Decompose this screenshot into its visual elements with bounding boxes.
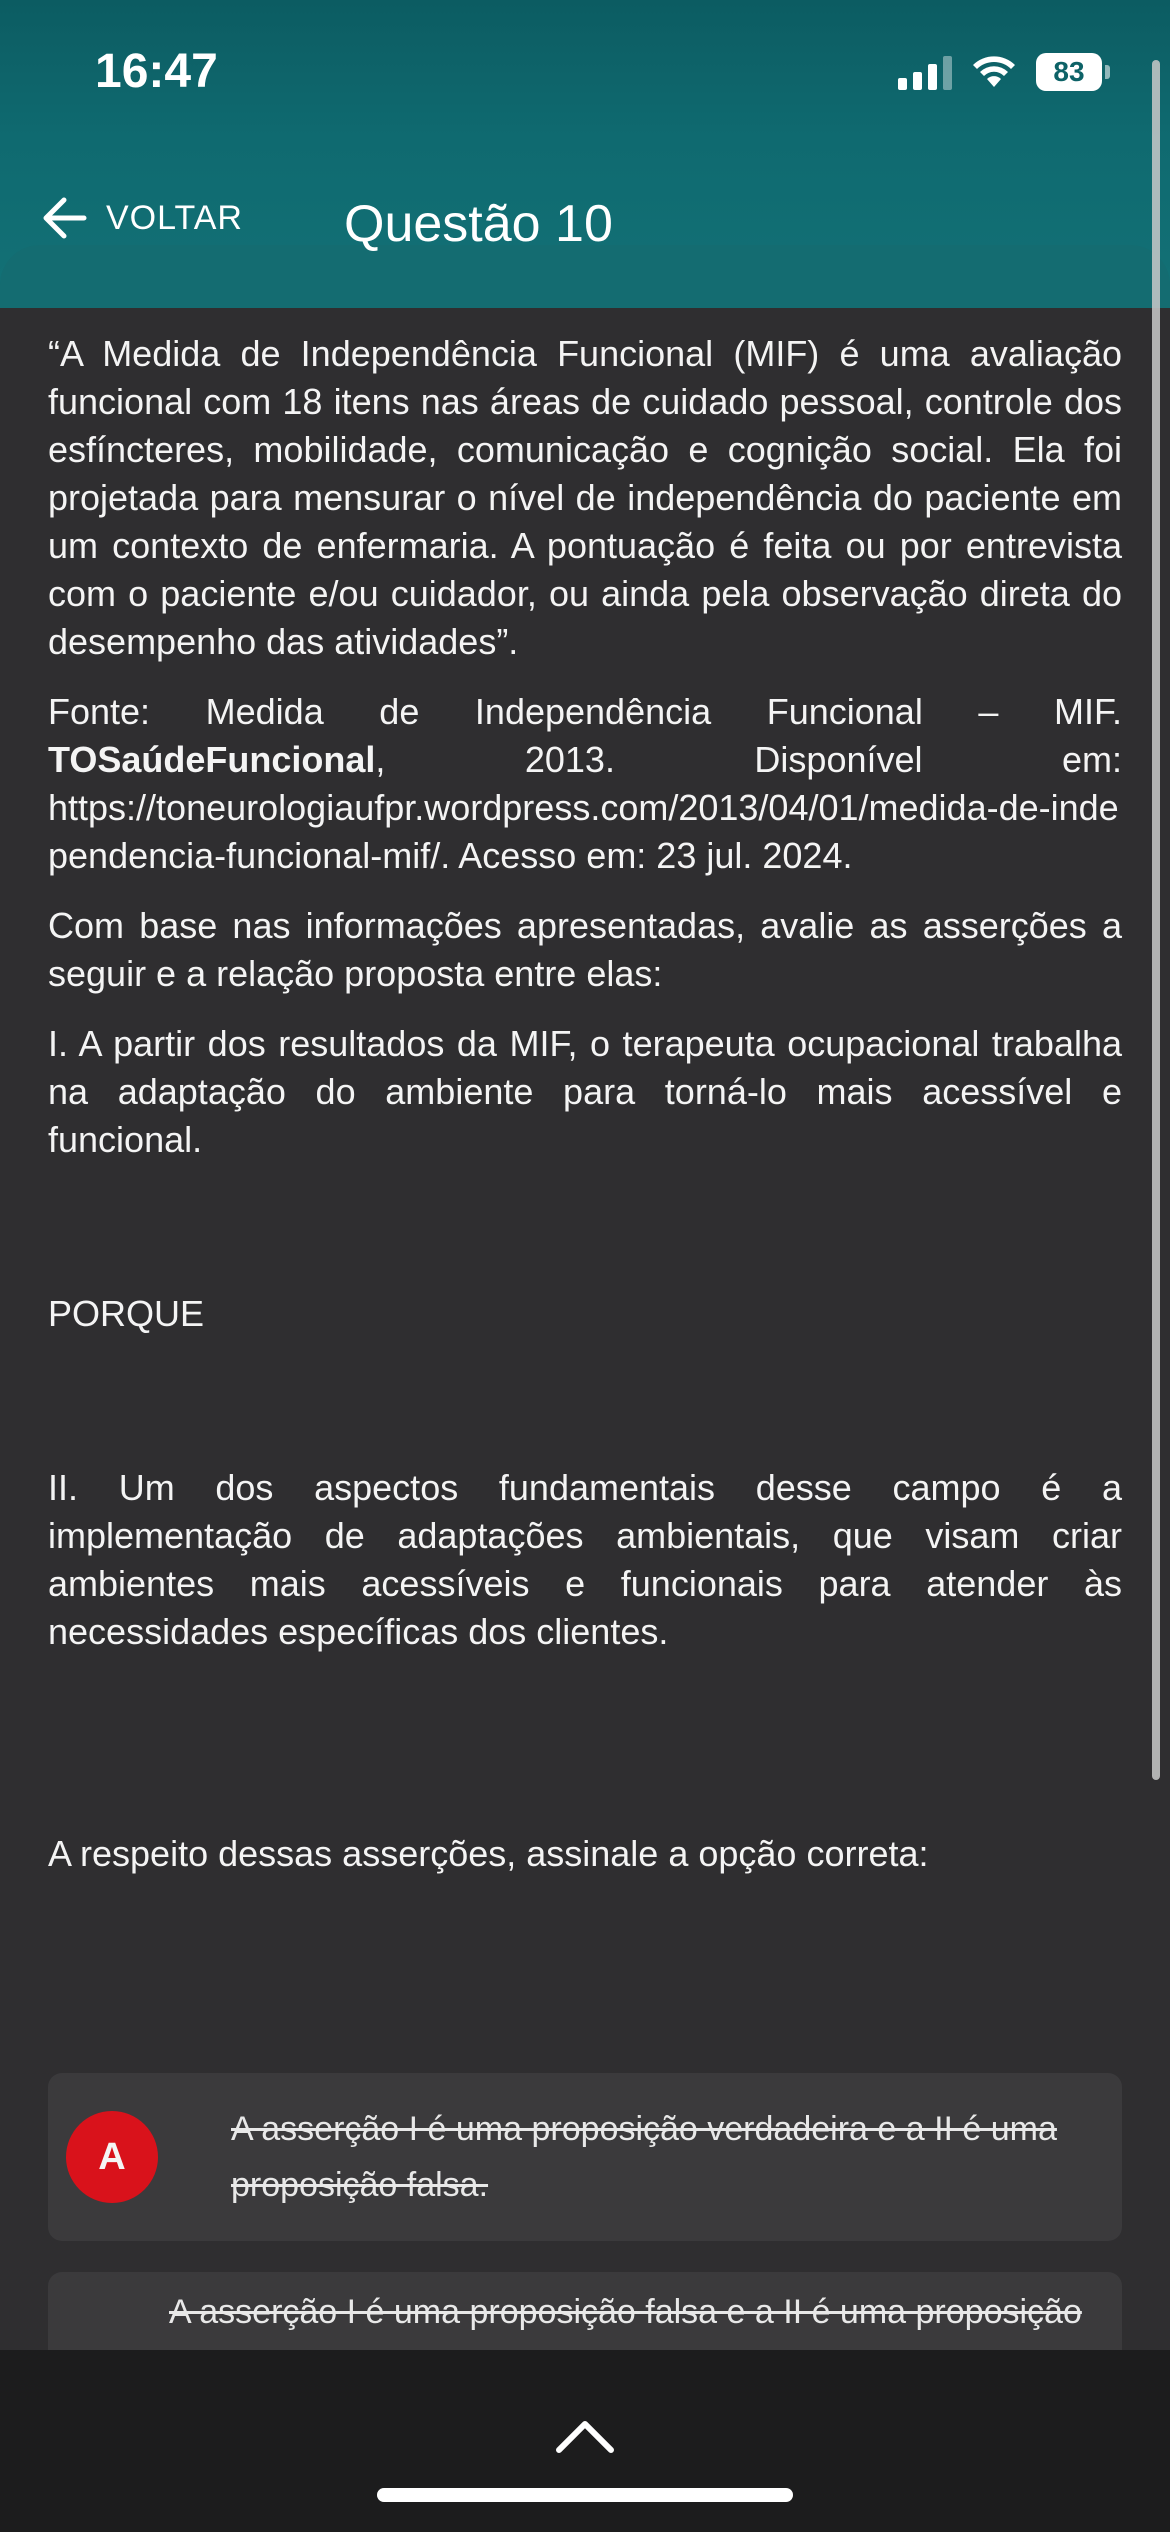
question-quote: “A Medida de Independência Funcional (MIF) é uma avaliação funcional com 18 itens nas áreas de cuidado pessoal, controle dos esfíncteres, mobilidade, comunicação e cognição social. Ela foi projetada para mensurar o nível de independência do paciente em um contexto de enfermaria. A pontuação é feita ou por entrevista com o paciente e/ou cuidador, ou ainda pela observação direta do desempenho das atividades”. xyxy=(48,333,1122,662)
cellular-signal-icon xyxy=(898,54,952,90)
assertion-2: II. Um dos aspectos fundamentais desse campo é a implementação de adaptações ambientais, que visam criar ambientes mais acessíveis e funcionais para atender às necessidades específicas dos clientes. xyxy=(48,1467,1122,1652)
option-a-letter: A xyxy=(66,2111,158,2203)
source-line-2: TOSaúdeFuncional, 2013. Disponível em: xyxy=(48,739,1122,780)
source-publication: TOSaúdeFuncional xyxy=(48,739,376,780)
assertion-1: I. A partir dos resultados da MIF, o terapeuta ocupacional trabalha na adaptação do ambiente para torná-lo mais acessível e funcional. xyxy=(48,1023,1122,1160)
arrow-left-icon xyxy=(40,196,88,240)
back-button[interactable] xyxy=(40,196,243,240)
header-band xyxy=(0,245,1170,308)
page-title: Questão 10 xyxy=(344,195,613,253)
option-a-text: A asserção I é uma proposição verdadeira e a II é uma proposição falsa. xyxy=(231,2110,1057,2204)
question-source xyxy=(48,688,1122,880)
option-a[interactable] xyxy=(48,2073,1122,2241)
battery-level: 83 xyxy=(1036,53,1102,91)
home-indicator[interactable] xyxy=(377,2488,793,2502)
assertion-connector: PORQUE xyxy=(48,1293,205,1334)
source-line-1: Fonte: Medida de Independência Funcional – MIF. xyxy=(48,691,1122,732)
answer-prompt: A respeito dessas asserções, assinale a opção correta: xyxy=(48,1833,929,1874)
source-url: https://toneurologiaufpr.wordpress.com/2013/04/01/medida-de-independencia-funcional-mif/. Acesso em: 23 jul. 2024. xyxy=(48,787,1119,876)
status-icons xyxy=(898,50,1110,94)
battery-icon xyxy=(1036,53,1110,91)
scrollbar[interactable] xyxy=(1152,60,1160,1780)
question-intro: Com base nas informações apresentadas, avalie as asserções a seguir e a relação proposta entre elas: xyxy=(48,905,1122,994)
wifi-icon xyxy=(972,55,1016,89)
back-label: VOLTAR xyxy=(106,198,243,237)
chevron-up-icon[interactable] xyxy=(555,2418,615,2454)
option-b-text: A asserção I é uma proposição falsa e a II é uma proposição xyxy=(169,2293,1082,2331)
status-time: 16:47 xyxy=(95,45,218,98)
question-content xyxy=(48,330,1122,1878)
